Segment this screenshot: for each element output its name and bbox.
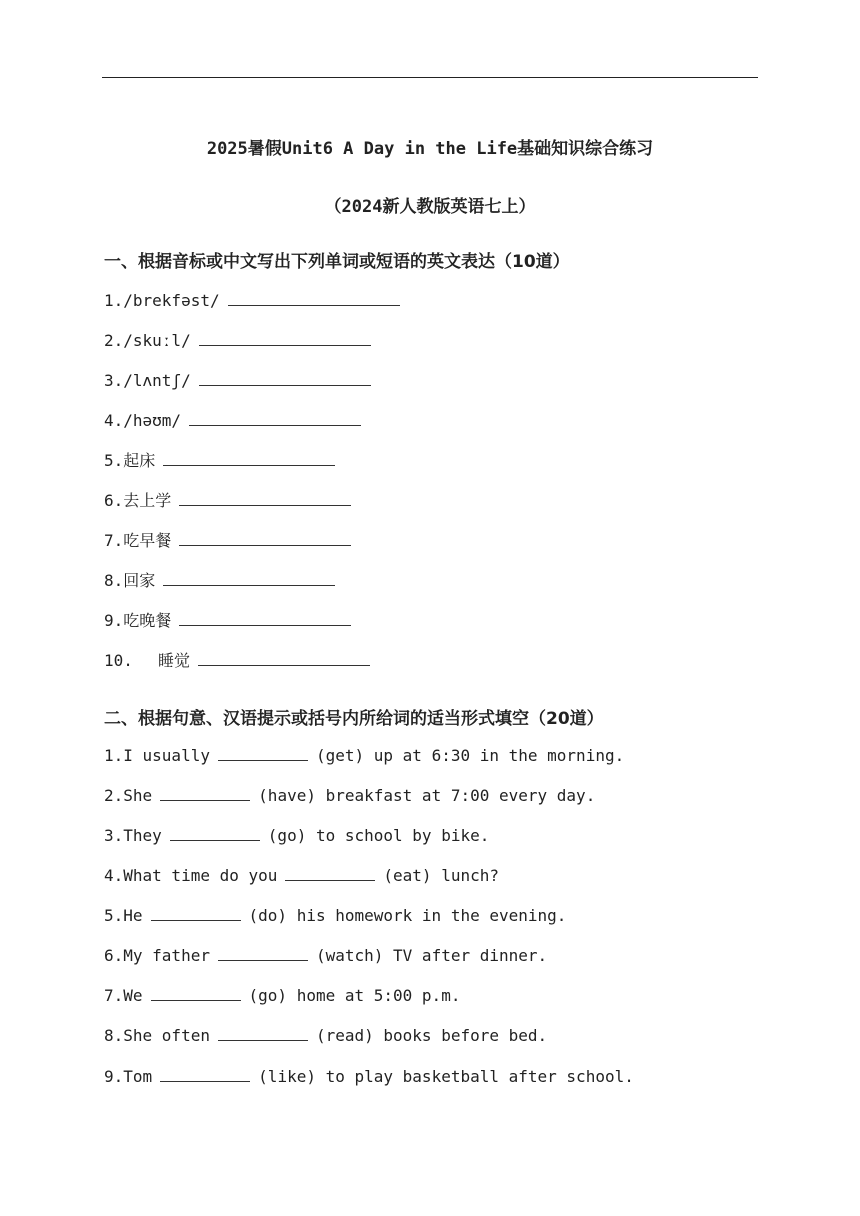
fill-item: 4.What time do you (eat) lunch? — [104, 866, 499, 885]
fill-item: 9.Tom (like) to play basketball after school. — [104, 1067, 634, 1086]
answer-blank[interactable] — [198, 649, 370, 666]
fill-item: 1.I usually (get) up at 6:30 in the morning. — [104, 746, 625, 765]
vocab-item: 10. 睡觉 — [104, 649, 370, 672]
answer-blank[interactable] — [151, 904, 241, 921]
vocab-item: 8.回家 — [104, 569, 335, 592]
section1-heading: 一、根据音标或中文写出下列单词或短语的英文表达（10道） — [104, 252, 570, 272]
answer-blank[interactable] — [170, 824, 260, 841]
fill-item: 2.She (have) breakfast at 7:00 every day. — [104, 786, 596, 805]
header-rule — [102, 77, 758, 78]
document-subtitle: （2024新人教版英语七上） — [324, 197, 536, 217]
vocab-item: 2./skuːl/ — [104, 329, 371, 352]
answer-blank[interactable] — [285, 864, 375, 881]
fill-item: 3.They (go) to school by bike. — [104, 826, 490, 845]
answer-blank[interactable] — [199, 369, 371, 386]
vocab-item: 3./lʌntʃ/ — [104, 369, 371, 392]
vocab-item: 7.吃早餐 — [104, 529, 351, 552]
answer-blank[interactable] — [218, 744, 308, 761]
answer-blank[interactable] — [163, 449, 335, 466]
answer-blank[interactable] — [179, 489, 351, 506]
answer-blank[interactable] — [218, 1024, 308, 1041]
fill-item: 6.My father (watch) TV after dinner. — [104, 946, 548, 965]
section2-heading: 二、根据句意、汉语提示或括号内所给词的适当形式填空（20道） — [104, 709, 604, 729]
fill-item: 8.She often (read) books before bed. — [104, 1026, 548, 1045]
fill-item: 5.He (do) his homework in the evening. — [104, 906, 567, 925]
vocab-item: 1./brekfəst/ — [104, 289, 400, 312]
answer-blank[interactable] — [218, 944, 308, 961]
answer-blank[interactable] — [163, 569, 335, 586]
vocab-item: 6.去上学 — [104, 489, 351, 512]
answer-blank[interactable] — [189, 409, 361, 426]
answer-blank[interactable] — [179, 529, 351, 546]
answer-blank[interactable] — [160, 1065, 250, 1082]
document-title: 2025暑假Unit6 A Day in the Life基础知识综合练习 — [206, 139, 654, 159]
answer-blank[interactable] — [160, 784, 250, 801]
answer-blank[interactable] — [199, 329, 371, 346]
fill-item: 7.We (go) home at 5:00 p.m. — [104, 986, 461, 1005]
vocab-item: 9.吃晚餐 — [104, 609, 351, 632]
answer-blank[interactable] — [179, 609, 351, 626]
answer-blank[interactable] — [151, 984, 241, 1001]
vocab-item: 5.起床 — [104, 449, 335, 472]
vocab-item: 4./həʊm/ — [104, 409, 361, 432]
answer-blank[interactable] — [228, 289, 400, 306]
